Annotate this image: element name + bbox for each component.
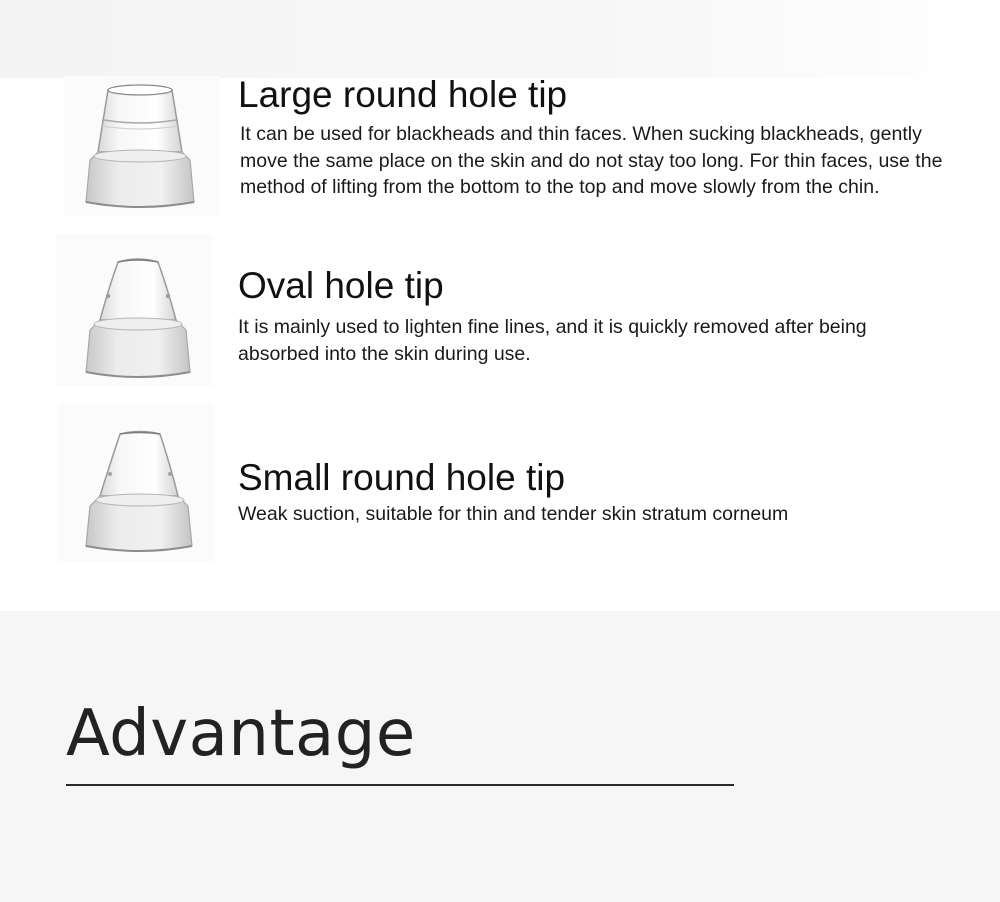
tip-description: It can be used for blackheads and thin faces. When sucking blackheads, gently move the same place on the skin and do not stay too long. For thin faces, use the method of lifting from the bottom to the top and move slowly from the chin.: [240, 123, 943, 198]
large-round-hole-tip-image: [64, 76, 220, 216]
tip-description: Weak suction, suitable for thin and tender skin stratum corneum: [238, 503, 789, 525]
tip-title: Small round hole tip: [238, 457, 566, 498]
tip-description: It is mainly used to lighten fine lines, and it is quickly removed after being absorbed into the skin during use.: [238, 316, 867, 365]
tip-title: Oval hole tip: [238, 265, 444, 306]
section-heading: Advantage: [66, 697, 416, 771]
small-round-hole-tip-image: [58, 404, 214, 562]
top-background-band: [0, 0, 1000, 78]
heading-underline: [66, 784, 734, 786]
tip-title: Large round hole tip: [238, 74, 568, 115]
oval-hole-tip-image: [56, 234, 212, 386]
advantage-section: [0, 611, 1000, 902]
